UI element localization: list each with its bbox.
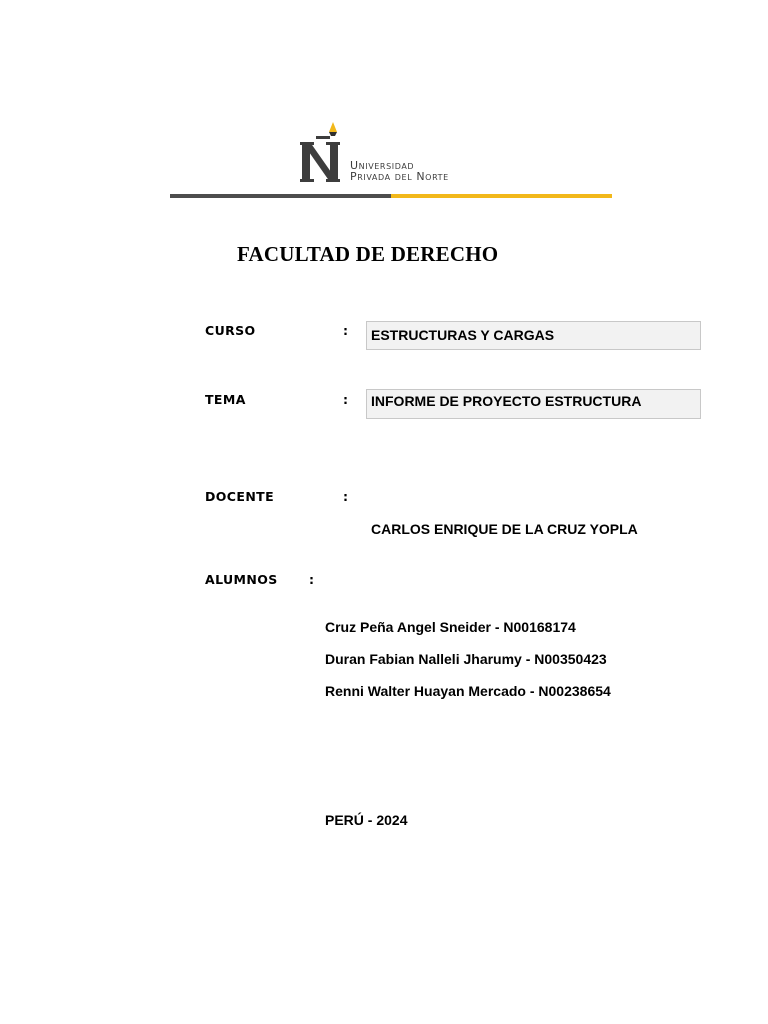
logo-wordmark — [350, 160, 449, 182]
curso-label: CURSO — [205, 323, 256, 338]
alumnos-colon: : — [309, 572, 314, 587]
student-item: Cruz Peña Angel Sneider - N00168174 — [325, 619, 576, 635]
curso-value-box — [366, 321, 701, 350]
docente-value: CARLOS ENRIQUE DE LA CRUZ YOPLA — [371, 521, 638, 537]
alumnos-label: ALUMNOS — [205, 572, 278, 587]
university-logo — [300, 120, 520, 186]
docente-colon: : — [343, 489, 348, 504]
logo-text-line2: Privada del Norte — [350, 170, 449, 183]
divider-gray — [170, 194, 391, 198]
tema-label: TEMA — [205, 392, 246, 407]
tema-value-box — [366, 389, 701, 419]
divider-gold — [391, 194, 612, 198]
student-item: Renni Walter Huayan Mercado - N00238654 — [325, 683, 611, 699]
logo-text-line1: Universidad — [350, 159, 415, 172]
tema-value: INFORME DE PROYECTO ESTRUCTURA — [371, 393, 642, 409]
faculty-title: FACULTAD DE DERECHO — [237, 242, 499, 266]
tema-colon: : — [343, 392, 348, 407]
upn-logo-icon — [300, 120, 344, 186]
student-item: Duran Fabian Nalleli Jharumy - N00350423 — [325, 651, 607, 667]
docente-label: DOCENTE — [205, 489, 275, 504]
curso-colon: : — [343, 323, 348, 338]
header-divider — [170, 194, 612, 198]
curso-value: ESTRUCTURAS Y CARGAS — [371, 327, 555, 343]
place-year: PERÚ - 2024 — [325, 812, 408, 828]
